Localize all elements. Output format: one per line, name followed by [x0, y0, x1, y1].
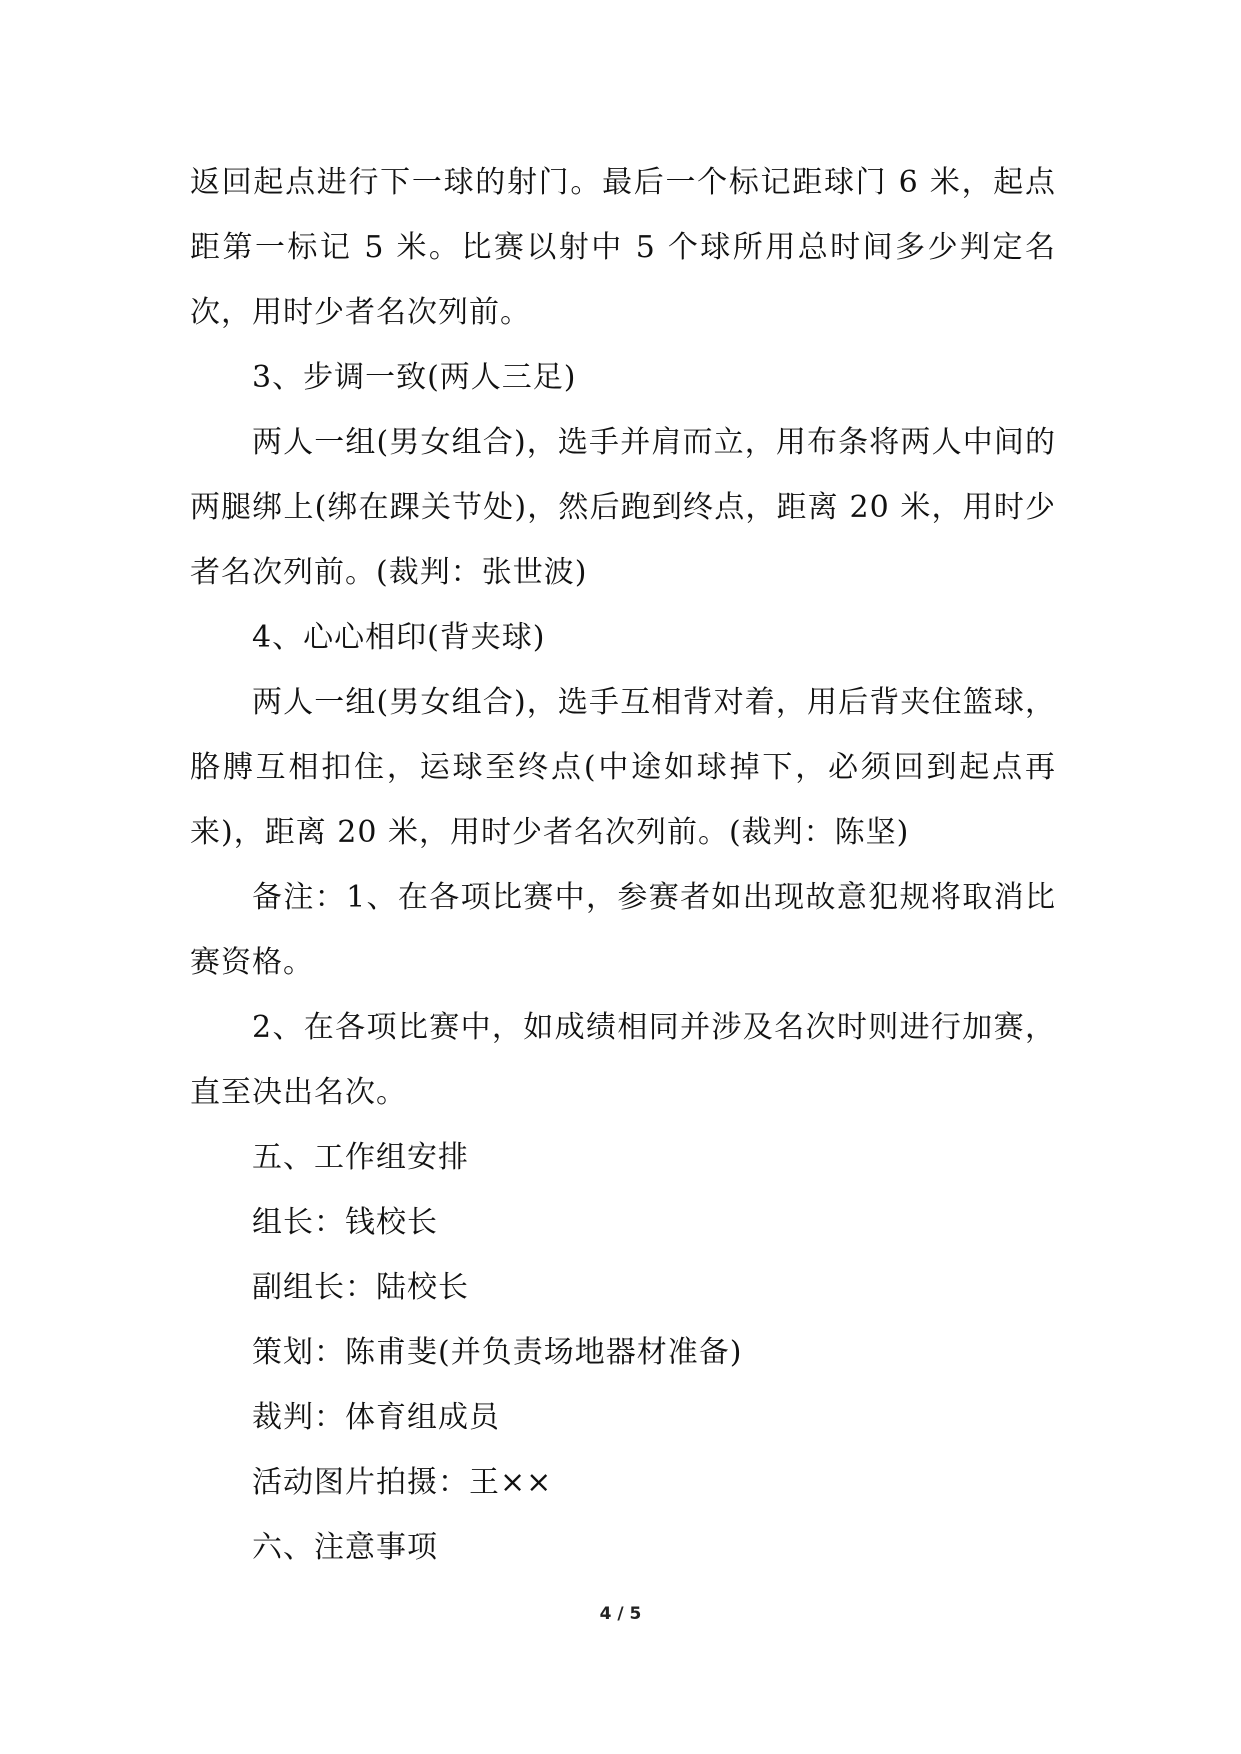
- staff-photographer: 活动图片拍摄：王××: [252, 1465, 553, 1500]
- section-heading-work-group: 五、工作组安排: [252, 1140, 469, 1175]
- page-number: 4 / 5: [599, 1604, 642, 1624]
- staff-deputy-leader: 副组长：陆校长: [252, 1270, 469, 1305]
- document-body: [190, 150, 1056, 1580]
- paragraph-event-3-rules: 两人一组(男女组合)，选手并肩而立，用布条将两人中间的两腿绑上(绑在踝关节处)，然后跑到终点，距离 20 米，用时少者名次列前。(裁判：张世波): [190, 425, 1056, 590]
- heading-event-4: 4、心心相印(背夹球): [252, 620, 546, 655]
- section-heading-notes: 六、注意事项: [252, 1530, 438, 1565]
- note-2: 2、在各项比赛中，如成绩相同并涉及名次时则进行加赛，直至决出名次。: [190, 1010, 1056, 1110]
- note-1: 备注：1、在各项比赛中，参赛者如出现故意犯规将取消比赛资格。: [190, 880, 1056, 980]
- staff-planner: 策划：陈甫斐(并负责场地器材准备): [252, 1335, 743, 1370]
- staff-leader: 组长：钱校长: [252, 1205, 438, 1240]
- staff-referee: 裁判：体育组成员: [252, 1400, 500, 1435]
- paragraph-event-4-rules: 两人一组(男女组合)，选手互相背对着，用后背夹住篮球，胳膊互相扣住，运球至终点(中途如球掉下，必须回到起点再来)，距离 20 米，用时少者名次列前。(裁判：陈坚): [190, 685, 1056, 850]
- paragraph-continuation: 返回起点进行下一球的射门。最后一个标记距球门 6 米，起点距第一标记 5 米。比赛以射中 5 个球所用总时间多少判定名次，用时少者名次列前。: [190, 165, 1056, 330]
- heading-event-3: 3、步调一致(两人三足): [252, 360, 577, 395]
